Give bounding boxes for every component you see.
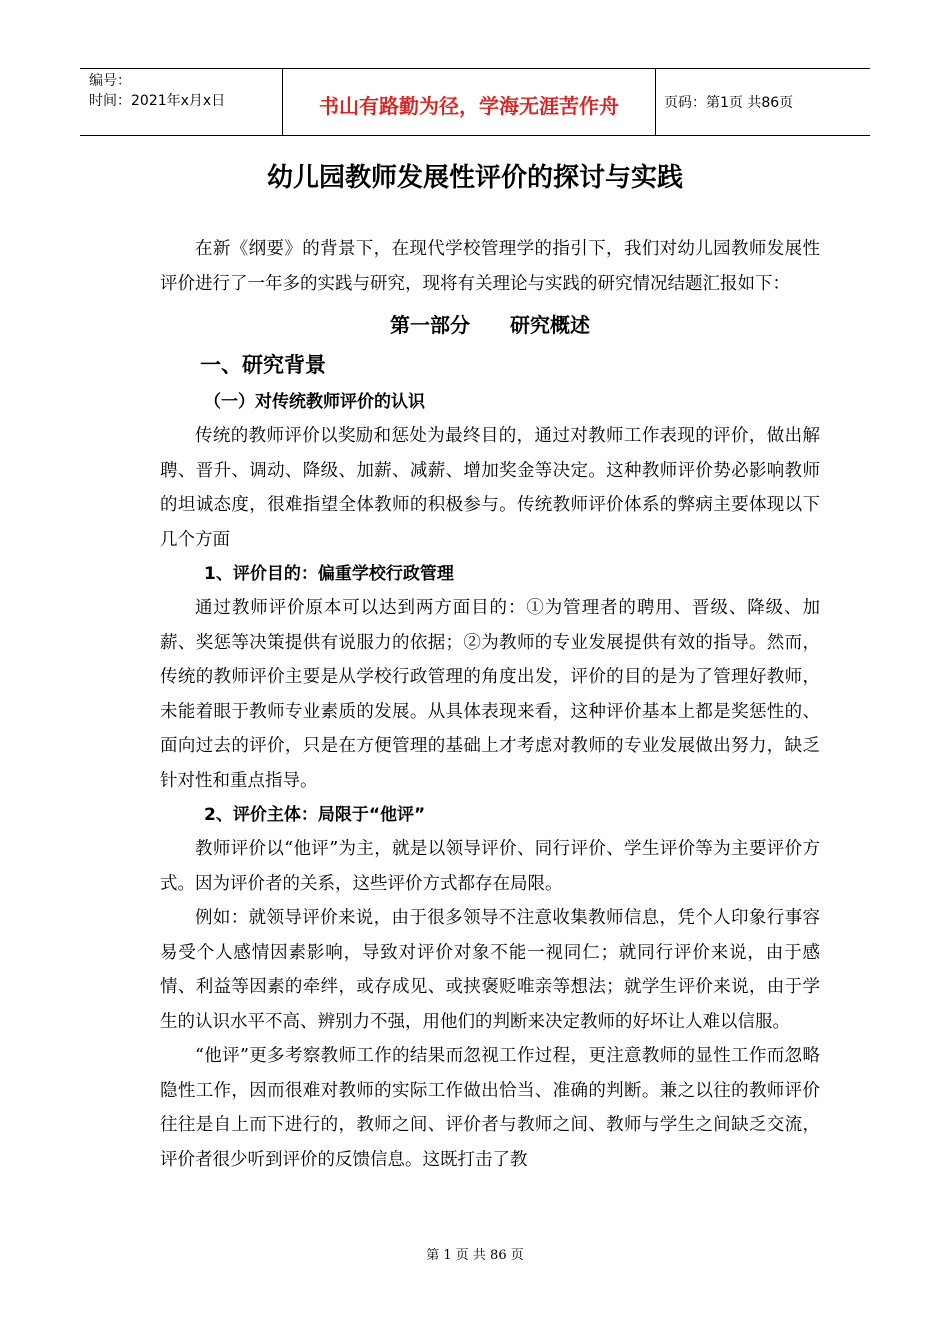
body-paragraph: 传统的教师评价以奖励和惩处为最终目的，通过对教师工作表现的评价，做出解聘、晋升、调动、降级、加薪、减薪、增加奖金等决定。这种教师评价势必影响教师的坦诚态度，很难指望全体教师的积极参与。传统教师评价体系的弊病主要体现以下几个方面 [160,426,820,550]
header-motto: 书山有路勤为径，学海无涯苦作舟 [282,69,656,135]
item-heading: 2、评价主体：局限于“他评” [204,805,426,825]
document-body [160,232,820,1177]
body-paragraph: 教师评价以“他评”为主，就是以领导评价、同行评价、学生评价等为主要评价方式。因为评价者的关系，这些评价方式都存在局限。 [160,839,820,894]
subsection-heading: （一）对传统教师评价的认识 [204,392,425,412]
section-heading: 一、研究背景 [200,353,326,377]
part-heading: 第一部分 研究概述 [390,313,590,337]
body-paragraph: 例如：就领导评价来说，由于很多领导不注意收集教师信息，凭个人印象行事容易受个人感情因素影响，导致对评价对象不能一视同仁；就同行评价来说，由于感情、利益等因素的牵绊，或存成见、或挟褒贬唯亲等想法；就学生评价来说，由于学生的认识水平不高、辨别力不强，用他们的判断来决定教师的好坏让人难以信服。 [160,908,820,1032]
body-paragraph: 通过教师评价原本可以达到两方面目的：①为管理者的聘用、晋级、降级、加薪、奖惩等决策提供有说服力的依据；②为教师的专业发展提供有效的指导。然而，传统的教师评价主要是从学校行政管理的角度出发，评价的目的是为了管理好教师，未能着眼于教师专业素质的发展。从具体表现来看，这种评价基本上都是奖惩性的、面向过去的评价，只是在方便管理的基础上才考虑对教师的专业发展做出努力，缺乏针对性和重点指导。 [160,598,820,791]
intro-paragraph: 在新《纲要》的背景下，在现代学校管理学的指引下，我们对幼儿园教师发展性评价进行了一年多的实践与研究，现将有关理论与实践的研究情况结题汇报如下： [160,239,820,294]
document-title: 幼儿园教师发展性评价的探讨与实践 [266,163,683,193]
header-meta [80,69,282,135]
page-header [80,68,870,136]
header-page-number: 页码：第1页 共86页 [664,95,794,111]
document-time-label: 时间：2021年x月x日 [89,93,226,109]
body-paragraph: “他评”更多考察教师工作的结果而忽视工作过程，更注意教师的显性工作而忽略隐性工作，因而很难对教师的实际工作做出恰当、准确的判断。兼之以往的教师评价往往是自上而下进行的，教师之间、评价者与教师之间、教师与学生之间缺乏交流，评价者很少听到评价的反馈信息。这既打击了教 [160,1046,820,1170]
item-heading: 1、评价目的：偏重学校行政管理 [204,564,454,584]
document-number-label: 编号： [89,73,131,89]
page-footer: 第 1 页 共 86 页 [426,1248,524,1263]
